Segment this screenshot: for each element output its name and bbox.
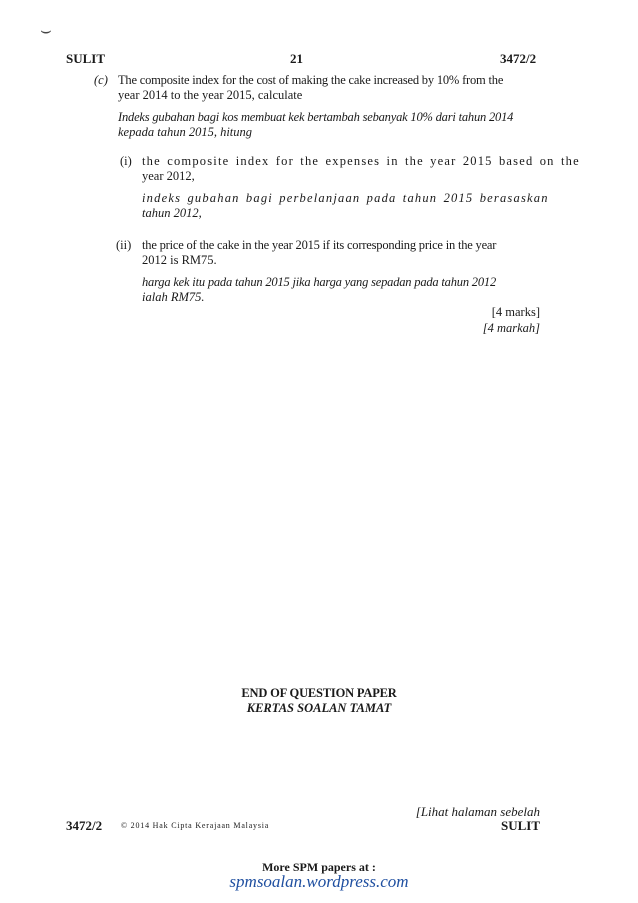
watermark-line-1: More SPM papers at :: [262, 860, 376, 874]
question-text-en-2: year 2014 to the year 2015, calculate: [118, 88, 303, 102]
part-i-text-en-1: the composite index for the expenses in the year 2015 based on the: [142, 154, 580, 168]
footer-paper-code: 3472/2: [66, 818, 103, 833]
question-text-ms-2: kepada tahun 2015, hitung: [118, 125, 253, 139]
marks-en: [4 marks]: [491, 305, 540, 319]
part-i-label: (i): [120, 154, 132, 168]
turn-over-note: [Lihat halaman sebelah: [415, 804, 540, 819]
marks-ms: [4 markah]: [482, 321, 540, 335]
header-sulit: SULIT: [66, 51, 106, 66]
question-text-ms-1: Indeks gubahan bagi kos membuat kek bertambah sebanyak 10% dari tahun 2014: [118, 110, 514, 124]
part-ii-label: (ii): [116, 238, 132, 252]
question-label: (c): [94, 73, 108, 87]
part-ii-text-ms-2: ialah RM75.: [142, 290, 205, 304]
end-of-paper-ms: KERTAS SOALAN TAMAT: [246, 701, 392, 715]
page-number: 21: [290, 51, 303, 66]
end-of-paper-en: END OF QUESTION PAPER: [241, 686, 397, 700]
part-i-text-ms-2: tahun 2012,: [142, 206, 202, 220]
question-text-en-1: The composite index for the cost of making the cake increased by 10% from the: [118, 73, 504, 87]
part-i-text-ms-1: indeks gubahan bagi perbelanjaan pada tahun 2015 berasaskan: [142, 191, 549, 205]
watermark-link[interactable]: spmsoalan.wordpress.com: [229, 872, 409, 891]
part-i-text-en-2: year 2012,: [142, 169, 195, 183]
part-ii-text-en-2: 2012 is RM75.: [142, 253, 217, 267]
copyright-notice: © 2014 Hak Cipta Kerajaan Malaysia: [121, 821, 270, 830]
footer-sulit: SULIT: [500, 818, 540, 833]
part-ii-text-ms-1: harga kek itu pada tahun 2015 jika harga yang sepadan pada tahun 2012: [142, 275, 496, 289]
corner-mark: ⌣: [40, 20, 52, 40]
header-paper-code: 3472/2: [500, 51, 537, 66]
part-ii-text-en-1: the price of the cake in the year 2015 if its corresponding price in the year: [142, 238, 497, 252]
